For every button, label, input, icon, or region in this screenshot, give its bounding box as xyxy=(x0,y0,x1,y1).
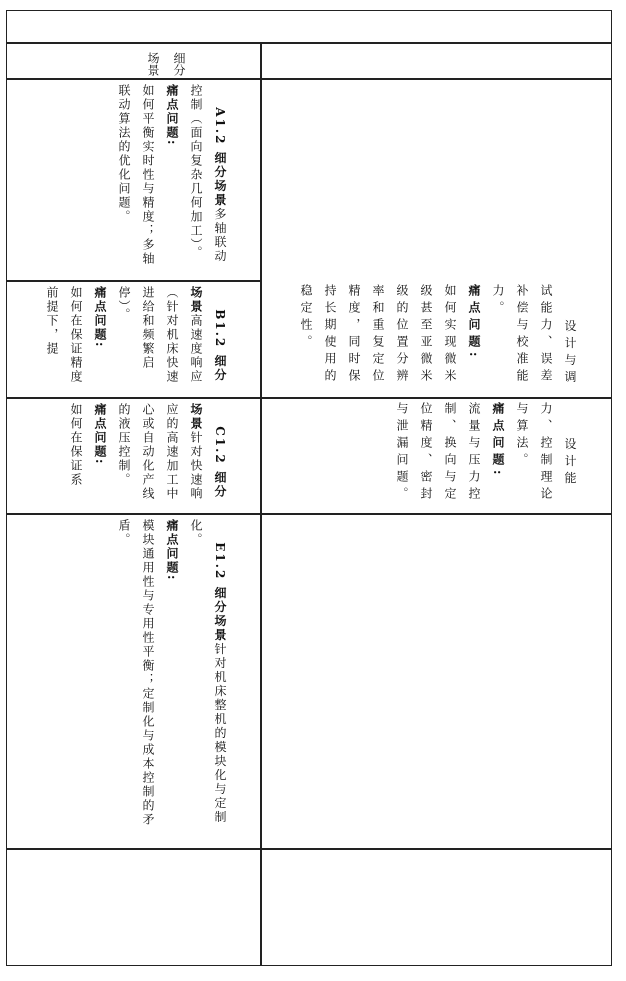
row-divider xyxy=(6,78,612,80)
detail-text: 设计能力、控制理论与算法。 xyxy=(515,402,577,504)
pain-label: 痛点问题: xyxy=(491,402,505,480)
pain-label: 痛点问题: xyxy=(93,286,107,349)
row-divider xyxy=(6,280,261,282)
row-divider xyxy=(6,397,612,399)
detail-cell-c xyxy=(266,402,606,510)
pain-label: 痛点问题: xyxy=(93,403,107,466)
scenario-cell-c xyxy=(10,403,256,511)
scenario-desc: 针对机床整机的模块化与定制化。 xyxy=(189,519,227,825)
row-divider xyxy=(6,42,612,44)
scenario-title: A1.2 细分场景 xyxy=(213,107,227,208)
scenario-desc: 高速度响应（针对机床快速进给和频繁启停）。 xyxy=(117,286,203,384)
scenario-cell-a xyxy=(20,84,256,278)
pain-text: 如何实现微米级甚至亚微米级的位置分辨率和重复定位精度，同时保持长期使用的稳定性。 xyxy=(299,284,457,386)
scenario-cell-e xyxy=(10,519,256,845)
scenario-desc: 针对快速响应的高速加工中心或自动化产线的液压控制。 xyxy=(117,403,203,501)
row-divider xyxy=(6,513,612,515)
detail-text: 设计与调试能力、误差补偿与校准能力。 xyxy=(491,284,577,388)
scenario-title: B1.2 细分场景 xyxy=(189,286,227,383)
column-divider xyxy=(260,42,262,966)
pain-text: 流量与压力控制、换向与定位精度、密封与泄漏问题。 xyxy=(395,402,481,504)
pain-text: 如何平衡实时性与精度；多轴联动算法的优化问题。 xyxy=(117,84,155,266)
scenario-desc: 多轴联动控制（面向复杂几何加工）。 xyxy=(189,84,227,264)
scenario-cell-b xyxy=(10,286,256,394)
scenario-title: E1.2 细分场景 xyxy=(213,542,227,643)
pain-label: 痛点问题: xyxy=(165,84,179,147)
row-divider xyxy=(6,848,612,850)
pain-text: 如何在保证系 xyxy=(69,403,83,487)
pain-text: 如何在保证精度前提下，提 xyxy=(45,286,83,384)
detail-cell-ab xyxy=(266,284,606,394)
pain-text: 模块通用性与专用性平衡；定制化与成本控制的矛盾。 xyxy=(117,519,155,827)
pain-label: 痛点问题: xyxy=(165,519,179,582)
header-label: 细分场景 xyxy=(146,52,186,76)
pain-label: 痛点问题: xyxy=(467,284,481,362)
scenario-title: C1.2 细分场景 xyxy=(189,403,227,499)
